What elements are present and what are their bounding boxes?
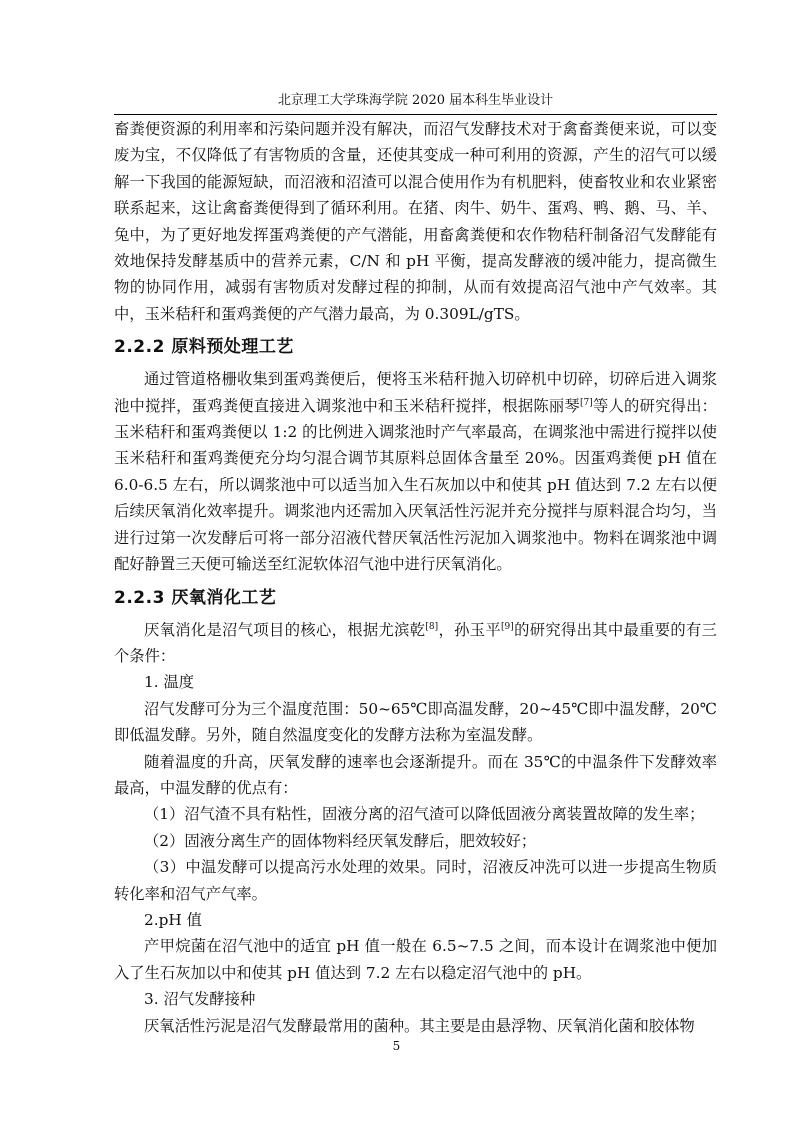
paragraph: 随着温度的升高，厌氧发酵的速率也会逐渐提升。而在 35℃的中温条件下发酵效率最高，中温发酵的优点有： bbox=[114, 752, 717, 797]
page-body bbox=[114, 116, 717, 1039]
text-run: 厌氧消化是沼气项目的核心，根据尤滨乾 bbox=[144, 620, 426, 639]
section-heading-2-2-2: 2.2.2 原料预处理工艺 bbox=[114, 337, 294, 358]
list-item: （1）沼气渣不具有粘性，固液分离的沼气渣可以降低固液分离装置故障的发生率； bbox=[144, 805, 705, 824]
paragraph bbox=[114, 617, 717, 670]
list-item: （2）固液分离生产的固体物料经厌氧发酵后，肥效较好； bbox=[144, 831, 537, 850]
subheading-temperature: 1. 温度 bbox=[144, 673, 195, 692]
page-number: 5 bbox=[392, 1039, 401, 1053]
paragraph: 畜粪便资源的利用率和污染问题并没有解决，而沼气发酵技术对于禽畜粪便来说，可以变废为宝，不仅降低了有害物质的含量，还使其变成一种可利用的资源，产生的沼气可以缓解一下我国的能源短缺，而沼液和沼渣可以混合使用作为有机肥料，使畜牧业和农业紧密联系起来，这让禽畜粪便得到了循环利用。在猪、肉牛、奶牛、蛋鸡、鸭、鹅、马、羊、兔中，为了更好地发挥蛋鸡粪便的产气潜能，用畜禽粪便和农作物秸秆制备沼气发酵能有效地保持发酵基质中的营养元素，C/N 和 pH 平衡，提高发酵液的缓冲能力，提高微生物的协同作用，减弱有害物质对发酵过程的抑制，从而有效提高沼气池中产气效率。其中，玉米秸秆和蛋鸡粪便的产气潜力最高，为 0.309L/gTS。 bbox=[114, 120, 717, 323]
section-heading-2-2-3: 2.2.3 厌氧消化工艺 bbox=[114, 587, 277, 608]
subheading-ph: 2.pH 值 bbox=[144, 910, 202, 929]
paragraph: 沼气发酵可分为三个温度范围：50~65℃即高温发酵，20~45℃即中温发酵，20℃即低温发酵。另外，随自然温度变化的发酵方法称为室温发酵。 bbox=[114, 699, 717, 745]
text-run: ，孙玉平 bbox=[438, 620, 502, 639]
page-header: 北京理工大学珠海学院 2020 届本科生毕业设计 bbox=[114, 92, 717, 115]
paragraph: 产甲烷菌在沼气池中的适宜 pH 值一般在 6.5~7.5 之间，而本设计在调浆池中便加入了生石灰加以中和使其 pH 值达到 7.2 左右以稳定沼气池中的 pH。 bbox=[114, 937, 717, 982]
citation-ref: [9] bbox=[501, 621, 514, 632]
citation-ref: [7] bbox=[579, 397, 593, 408]
text-run: 通过管道格栅收集到蛋鸡粪便后，便将玉米秸秆抛入切碎机中切碎，切碎后进入调浆池中搅拌，蛋鸡粪便直接进入调浆池中和玉米秸秆搅拌，根据陈丽琴 bbox=[114, 370, 717, 415]
text-run: 等人的研究得出：玉米秸秆和蛋鸡粪便以 1:2 的比例进入调浆池时产气率最高，在调浆池中需进行搅拌以使玉米秸秆和蛋鸡粪便充分均匀混合调节其原料总固体含量至 20%。因蛋鸡粪便 pH 值在 6.0-6.5 左右，所以调浆池中可以适当加入生石灰加以中和使其 pH 值达到 7.2 左右以便后续厌氧消化效率提升。调浆池内还需加入厌氧活性污泥并充分搅拌与原料混合均匀，当进行过第一次发酵后可将一部分沼液代替厌氧活性污泥加入调浆池中。物料在调浆池中调配好静置三天便可输送至红泥软体沼气池中进行厌氧消化。 bbox=[114, 396, 717, 574]
citation-ref: [8] bbox=[425, 621, 439, 632]
paragraph: 厌氧活性污泥是沼气发酵最常用的菌种。其主要是由悬浮物、厌氧消化菌和胶体物 bbox=[144, 1016, 695, 1035]
subheading-inoculation: 3. 沼气发酵接种 bbox=[144, 990, 256, 1009]
list-item: （3）中温发酵可以提高污水处理的效果。同时，沼液反冲洗可以进一步提高生物质转化率和沼气产气率。 bbox=[114, 858, 717, 903]
paragraph bbox=[114, 366, 717, 577]
text-run: 的研究得出其中最重要的有三个条件： bbox=[114, 620, 717, 665]
